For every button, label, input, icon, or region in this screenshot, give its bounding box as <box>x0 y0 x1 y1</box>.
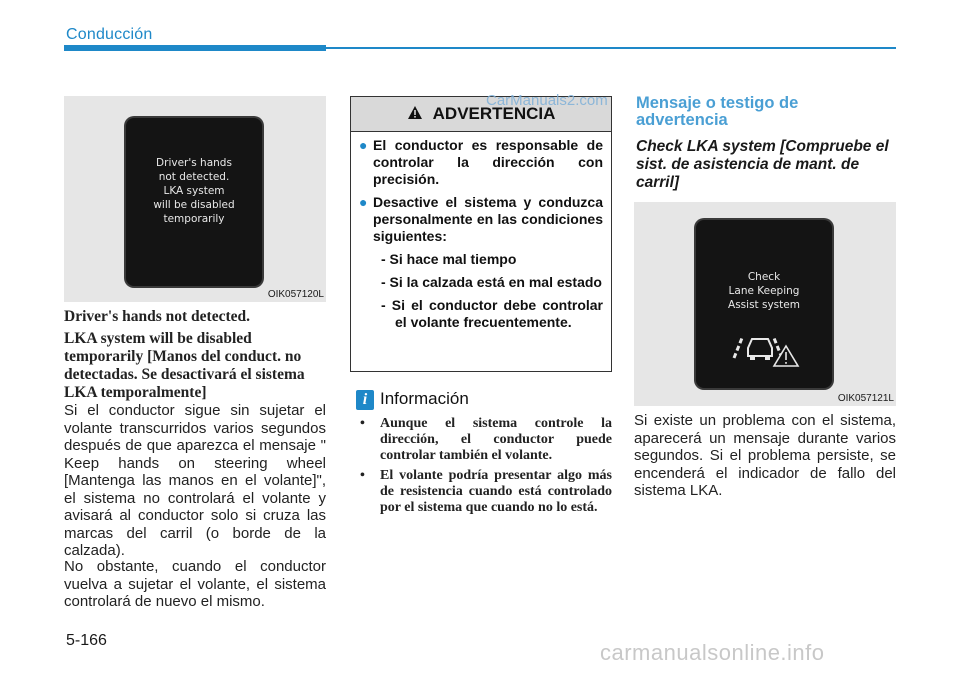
header-accent-bar <box>64 45 326 51</box>
subheading-check-lka: Check LKA system [Compruebe el sist. de asistencia de mant. de carril] <box>636 138 889 191</box>
cluster-display <box>126 118 262 286</box>
cluster-display <box>696 220 832 388</box>
lane-keeping-warning-icon <box>730 324 802 372</box>
watermark-bottom: carmanualsonline.info <box>600 640 825 665</box>
warning-box <box>350 96 612 372</box>
section-heading: Mensaje o testigo de advertencia <box>636 94 799 129</box>
bullet-icon: ● <box>359 194 368 210</box>
page-number: 5-166 <box>66 632 107 649</box>
info-list <box>356 416 612 520</box>
figure-code: OIK057120L <box>267 289 324 300</box>
display-line: LKA system <box>163 185 225 197</box>
paragraph-hands-on: No obstante, cuando el conductor vuelva a sujetar el volante, el sistema controlará de nuevo el mismo. <box>64 558 326 610</box>
warning-item: ● El conductor es responsable de controlar la dirección con precisión. <box>359 137 603 187</box>
display-line: temporarily <box>163 213 225 225</box>
warning-title: ADVERTENCIA <box>432 104 556 123</box>
heading-hands-not-detected: Driver's hands not detected. <box>64 308 250 325</box>
section-title: Conducción <box>66 26 153 43</box>
warning-item: ● Desactive el sistema y conduzca personalmente en las condiciones siguientes: <box>359 194 603 244</box>
warning-subitem: - Si hace mal tiempo <box>381 251 517 267</box>
display-line: Check <box>747 271 781 283</box>
watermark-top: CarManuals2.com <box>486 92 608 109</box>
info-icon: i <box>356 390 374 410</box>
warning-subitem: - Si el conductor debe controlar el volante frecuentemente. <box>381 297 603 330</box>
bullet-icon: ● <box>359 137 368 153</box>
hands-not-detected-figure <box>64 96 326 302</box>
check-lka-figure <box>634 202 896 406</box>
display-line: Assist system <box>728 299 800 311</box>
display-line: will be disabled <box>153 199 235 211</box>
figure-code: OIK057121L <box>837 393 894 404</box>
warning-triangle-icon <box>407 104 433 123</box>
display-line: not detected. <box>158 171 230 183</box>
paragraph-hands-off: Si el conductor sigue sin sujetar el volante transcurridos varios segundos después de que aparezca el mensaje " Keep hands on steering wheel [Mantenga las manos en el volante]", el sistema no controlará el volante y avisará al conductor solo si cruza las marcas del carril (o borde de la calzada). <box>64 402 326 559</box>
header-rule <box>326 47 896 49</box>
paragraph-system-problem: Si existe un problema con el sistema, aparecerá un mensaje durante varios segundos. Si el problema persiste, se encenderá el indicador de fallo del sistema LKA. <box>634 412 896 499</box>
info-title: Información <box>380 389 469 408</box>
display-line: Lane Keeping <box>728 285 800 297</box>
heading-lka-disabled: LKA system will be disabled temporarily [Manos del conduct. no detectadas. Se desactivará el sistema LKA temporalmente] <box>64 330 305 401</box>
warning-subitem: - Si la calzada está en mal estado <box>381 274 602 290</box>
info-item: • El volante podría presentar algo más de resistencia cuando está controlado por el sistema que cuando no lo está. <box>360 468 612 515</box>
display-line: Driver's hands <box>156 157 232 169</box>
info-item: • Aunque el sistema controle la dirección, el conductor puede controlar también el volante. <box>360 416 612 463</box>
